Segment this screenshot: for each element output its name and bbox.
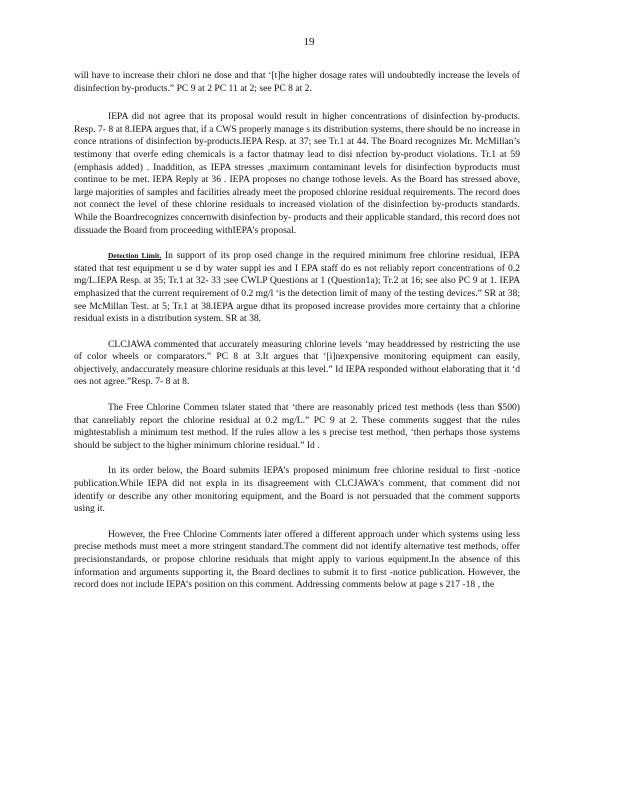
section-heading-detection-limit: Detection Limit. xyxy=(108,251,162,261)
page-number: 19 xyxy=(303,36,315,48)
paragraph-continuation: will have to increase their chlori ne dose and that ‘[t]he higher dosage rates will undoubtedly increase the levels of disinfection by-products.” PC 9 at 2 PC 11 at 2; see PC 8 at 2. xyxy=(74,70,520,94)
paragraph-alternative-approach: However, the Free Chlorine Comments later offered a different approach under which systems using less precise methods must meet a more stringent standard.The comment did not identify alternative test methods, offer precisionstandards, or propose chlorine residuals that might apply to various equipment.In the absence of this information and arguments supporting it, the Board declines to submit it to first -notice publication. However, the record does not include IEPA’s position on this comment. Addressing comments below at page s 217 -18 , the xyxy=(74,528,520,591)
paragraph-disinfection-byproducts: IEPA did not agree that its proposal would result in higher concentrations of disinfection by-products. Resp. 7- 8 at 8.IEPA argues that, if a CWS properly manage s its distribution systems, there should be no increase in conce ntrations of disinfection by-products.IEPA Resp. at 37; see Tr.1 at 44. The Board recognizes Mr. McMillan’s testimony that overfe eding chemicals is a factor thatmay lead to disi nfection by-product violations. Tr.1 at 59 (emphasis added) . Inaddition, as IEPA stresses ,maximum contaminant levels for disinfection byproducts must continue to be met. IEPA Reply at 36 . IEPA proposes no change tothose levels. As the Board has stressed above, large majorities of samples and facilities already meet the proposed chlorine residual requirements. The record does not connect the level of these chlorine residuals to increased violation of the disinfection by-products standards. While the Boardrecognizes concernwith disinfection by- products and their applicable standard, this record does not dissuade the Board from proceeding withIEPA’s proposal. xyxy=(74,111,520,236)
paragraph-detection-limit-text: In support of its prop osed change in the required minimum free chlorine residual, IEPA stated that test equipment u se d by water suppl ies and I EPA staff do es not reliably report concentrations of 0.2 mg/L.IEPA Resp. at 35; Tr.1 at 32- 33 ;see CWLP Questions at 1 (Question1a); Tr.2 at 16; see also PC 9 at 1. IEPA emphasized that the current requirement of 0.2 mg/l ‘is the detection limit of many of the testing devices.” SR at 38; see McMillan Test. at 5; Tr.1 at 38.IEPA argue dthat its proposed increase provides more certainty that a chlorine residual exists in a distribution system. SR at 38. xyxy=(74,250,520,325)
paragraph-free-chlorine-comments: The Free Chlorine Commen tslater stated that ‘there are reasonably priced test methods (less than $500) that canreliably report the chlorine residual at 0.2 mg/L.” PC 9 at 2. These comments suggest that the rules mightestablish a minimum test method. If the rules allow a les s precise test method, ‘then perhaps those systems should be subject to the higher minimum chlorine residual.” Id . xyxy=(74,402,520,451)
paragraph-clcjawa-comment: CLCJAWA commented that accurately measuring chlorine levels ‘may beaddressed by restricting the use of color wheels or comparators.” PC 8 at 3.It argues that ‘[i]nexpensive monitoring equipment can easily, objectively, andaccurately measure chlorine residuals at this level.” Id IEPA responded without elaborating that it ‘d oes not agree.”Resp. 7- 8 at 8. xyxy=(74,338,520,388)
paragraph-detection-limit xyxy=(74,250,520,326)
document-body xyxy=(74,70,520,605)
paragraph-board-order: In its order below, the Board submits IEPA’s proposed minimum free chlorine residual to first -notice publication.While IEPA did not expla in its disagreement with CLCJAWA’s comment, that comment did not identify or describe any other monitoring equipment, and the Board is not persuaded that the comment supports using it. xyxy=(74,465,520,515)
